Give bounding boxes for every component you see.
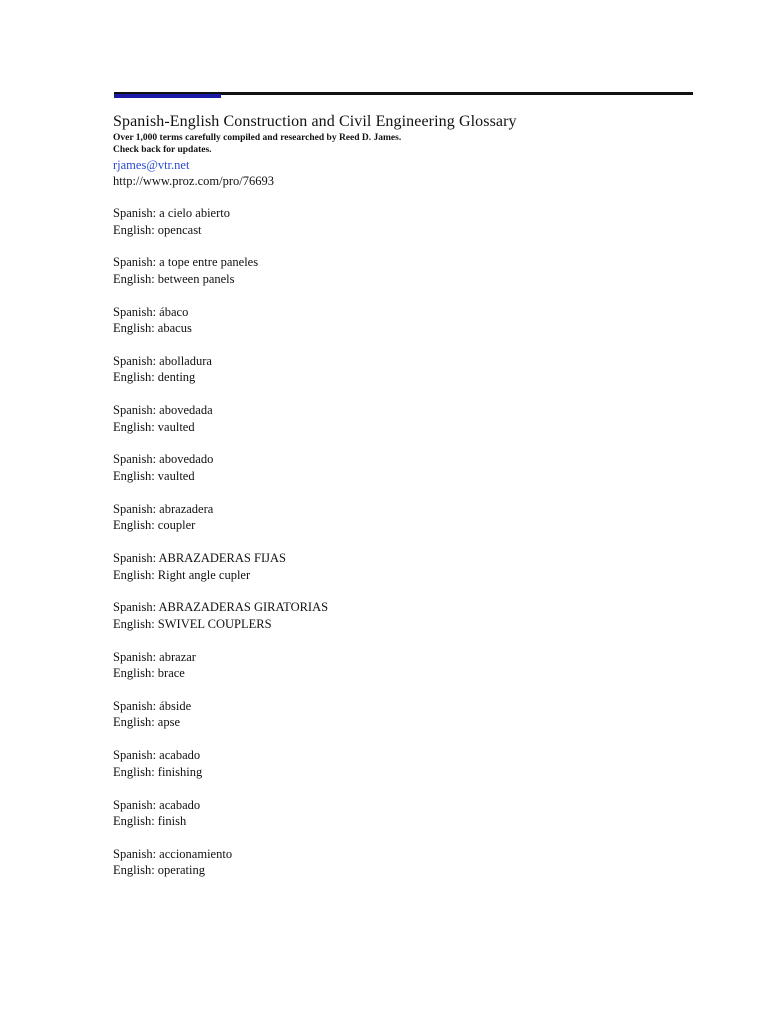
english-term: English: brace: [113, 666, 185, 681]
spanish-term: Spanish: ABRAZADERAS GIRATORIAS: [113, 600, 329, 615]
spanish-term: Spanish: abolladura: [113, 353, 212, 368]
glossary-entry: [113, 846, 713, 895]
glossary-entry: [113, 501, 713, 550]
glossary-entry: [113, 254, 713, 303]
spanish-term: Spanish: acabado: [113, 797, 201, 812]
spanish-term: Spanish: ABRAZADERAS FIJAS: [113, 551, 286, 566]
author-profile-url[interactable]: http://www.proz.com/pro/76693: [113, 174, 274, 188]
glossary-entry: [113, 353, 713, 402]
spanish-term: Spanish: abovedado: [113, 452, 214, 467]
english-term: English: vaulted: [113, 419, 195, 434]
glossary-entry: [113, 797, 713, 846]
spanish-term: Spanish: abrazar: [113, 649, 196, 664]
english-term: English: finishing: [113, 764, 203, 779]
author-email-link[interactable]: rjames@vtr.net: [113, 158, 190, 172]
spanish-term: Spanish: abovedada: [113, 403, 213, 418]
english-term: English: between panels: [113, 271, 235, 286]
glossary-entry: [113, 649, 713, 698]
spanish-term: Spanish: a cielo abierto: [113, 206, 230, 220]
english-term: English: coupler: [113, 518, 196, 533]
glossary-entry: [113, 550, 713, 599]
english-term: English: SWIVEL COUPLERS: [113, 616, 272, 631]
english-term: English: abacus: [113, 321, 192, 336]
english-term: English: denting: [113, 370, 196, 385]
spanish-term: Spanish: abrazadera: [113, 501, 214, 516]
spanish-term: Spanish: accionamiento: [113, 846, 233, 861]
header-rule-accent: [114, 94, 221, 98]
english-term: English: vaulted: [113, 468, 195, 483]
spanish-term: Spanish: a tope entre paneles: [113, 255, 259, 270]
update-note: Check back for updates.: [113, 145, 212, 155]
glossary-list: [113, 205, 713, 895]
document-content: [113, 112, 713, 895]
glossary-entry: [113, 451, 713, 500]
english-term: English: Right angle cupler: [113, 567, 251, 582]
glossary-entry: [113, 599, 713, 648]
glossary-entry: [113, 304, 713, 353]
glossary-entry: [113, 747, 713, 796]
glossary-entry: [113, 402, 713, 451]
spanish-term: Spanish: acabado: [113, 748, 201, 763]
english-term: English: apse: [113, 715, 181, 730]
document-subtitle: Over 1,000 terms carefully compiled and researched by Reed D. James.: [113, 133, 402, 143]
english-term: English: finish: [113, 814, 187, 829]
glossary-entry: [113, 698, 713, 747]
spanish-term: Spanish: ábside: [113, 698, 192, 713]
english-term: English: opencast: [113, 222, 202, 237]
document-title: Spanish-English Construction and Civil Engineering Glossary: [113, 113, 517, 130]
english-term: English: operating: [113, 863, 205, 878]
spanish-term: Spanish: ábaco: [113, 304, 189, 319]
glossary-entry: [113, 205, 713, 254]
